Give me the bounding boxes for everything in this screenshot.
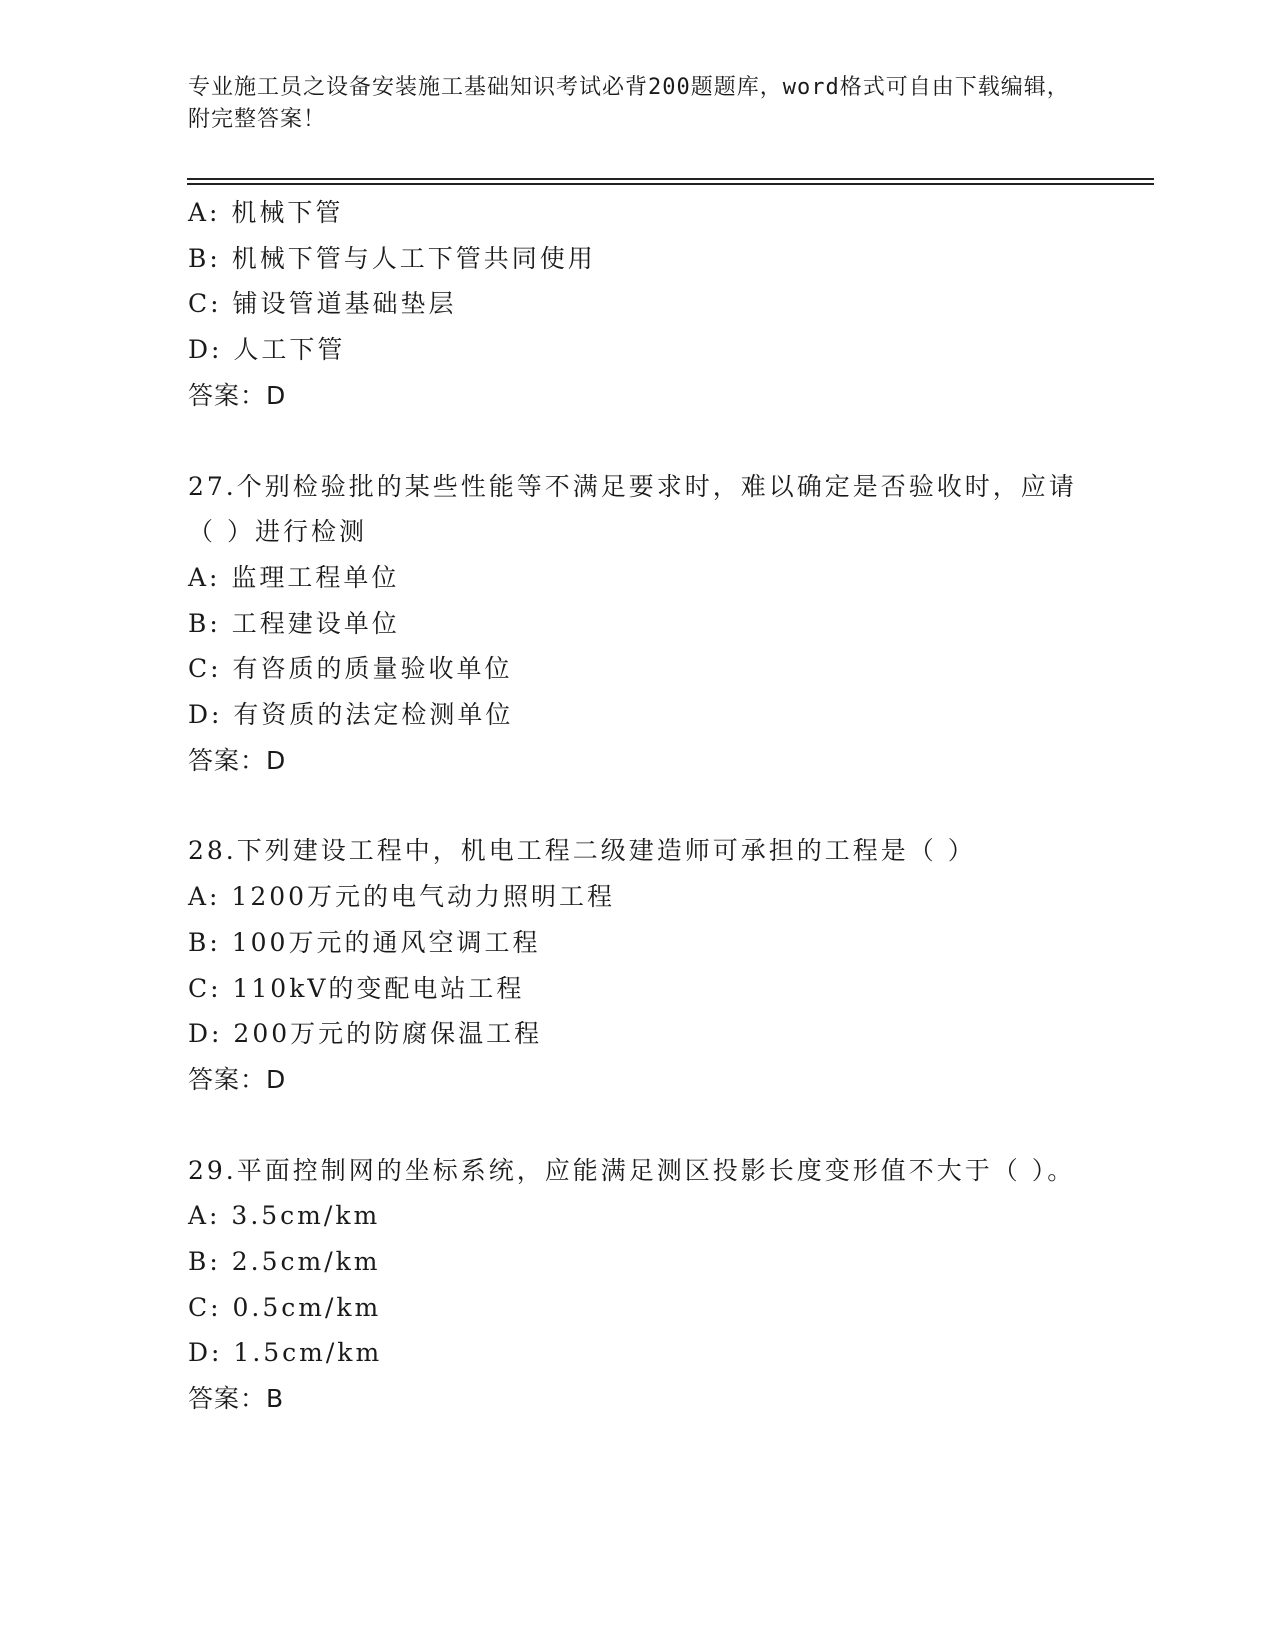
question-text: 27.个别检验批的某些性能等不满足要求时，难以确定是否验收时，应请（ ）进行检测 bbox=[188, 471, 1077, 547]
answer-line: 答案：D bbox=[188, 1064, 287, 1094]
question-block-26 bbox=[188, 190, 1088, 419]
option-c: C: 有咨质的质量验收单位 bbox=[188, 654, 513, 684]
option-c: C: 0.5cm/km bbox=[188, 1292, 382, 1322]
option-d: D: 人工下管 bbox=[188, 335, 346, 365]
header-divider-top bbox=[187, 178, 1154, 180]
option-d: D: 1.5cm/km bbox=[188, 1338, 383, 1368]
question-text: 28.下列建设工程中，机电工程二级建造师可承担的工程是（ ） bbox=[188, 836, 976, 866]
option-a: A: 机械下管 bbox=[188, 198, 344, 227]
answer-line: 答案：B bbox=[188, 1384, 285, 1414]
option-b: B: 工程建设单位 bbox=[188, 608, 400, 638]
option-c: C: 110kV的变配电站工程 bbox=[188, 973, 525, 1003]
document-header: 专业施工员之设备安装施工基础知识考试必背200题题库，word格式可自由下载编辑，附完整答案！ bbox=[188, 75, 1070, 132]
answer-line: 答案：D bbox=[188, 380, 287, 410]
answer-line: 答案：D bbox=[188, 745, 287, 775]
option-d: D: 有资质的法定检测单位 bbox=[188, 700, 514, 730]
question-block-28 bbox=[188, 828, 1088, 1102]
option-c: C: 铺设管道基础垫层 bbox=[188, 289, 457, 319]
option-d: D: 200万元的防腐保温工程 bbox=[188, 1019, 543, 1049]
question-block-27 bbox=[188, 464, 1088, 784]
question-list bbox=[188, 190, 1088, 1467]
question-text: 29.平面控制网的坐标系统，应能满足测区投影长度变形值不大于（ ）。 bbox=[188, 1155, 1076, 1185]
option-a: A: 监理工程单位 bbox=[188, 562, 400, 592]
option-a: A: 3.5cm/km bbox=[188, 1201, 381, 1231]
option-b: B: 机械下管与人工下管共同使用 bbox=[188, 243, 596, 273]
header-divider-bottom bbox=[187, 183, 1154, 185]
question-block-29 bbox=[188, 1148, 1088, 1422]
option-a: A: 1200万元的电气动力照明工程 bbox=[188, 882, 616, 912]
option-b: B: 2.5cm/km bbox=[188, 1247, 381, 1277]
option-b: B: 100万元的通风空调工程 bbox=[188, 927, 541, 957]
